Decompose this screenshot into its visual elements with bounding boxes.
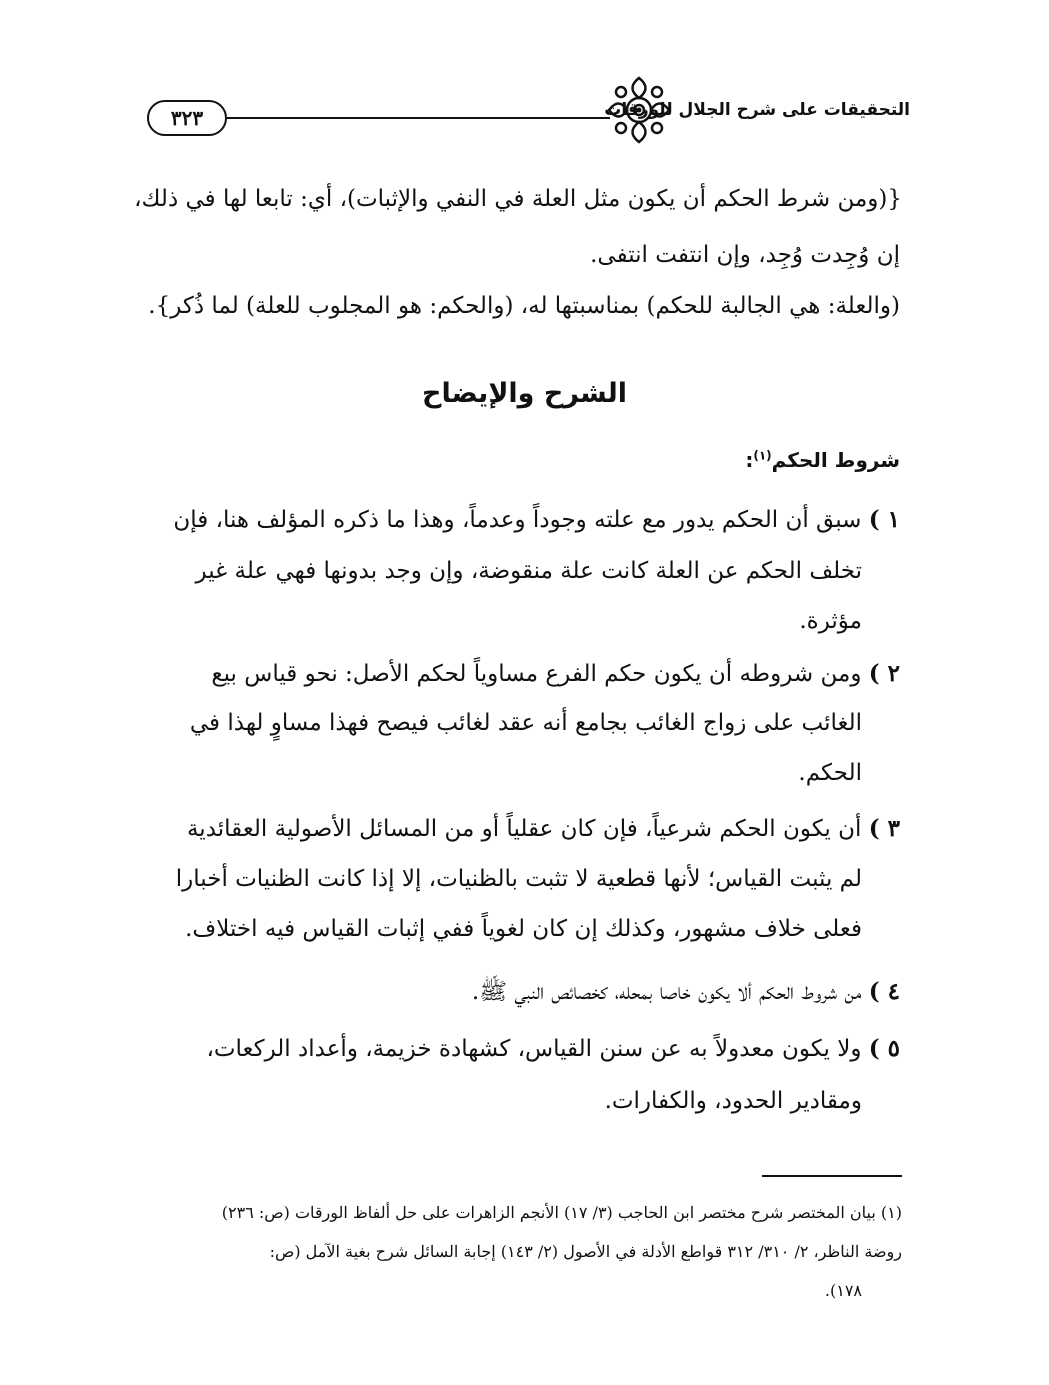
list-item-text: أن يكون الحكم شرعياً، فإن كان عقلياً أو من المسائل الأصولية العقائدية — [186, 816, 862, 842]
footnote-reference: (١) — [753, 448, 772, 463]
subheading-text: شروط الحكم — [771, 448, 900, 472]
list-item-line — [206, 1037, 900, 1061]
list-item-number: ١ ) — [868, 506, 900, 533]
list-item-line — [173, 508, 900, 532]
list-item-line: الغائب على زواج الغائب بجامع أنه عقد لغائب فيصح فهذا مساوٍ لهذا في — [189, 710, 862, 736]
running-header-title: التحقيقات على شرح الجلال للورقات — [604, 100, 910, 120]
list-item-text: من شروط الحكم ألا يكون خاصا بمحله، كخصائص النبي ﷺ. — [471, 979, 862, 1005]
running-header — [0, 70, 1049, 160]
list-item-number: ٥ ) — [868, 1035, 900, 1062]
subheading — [745, 448, 900, 472]
footnote-rule — [762, 1175, 902, 1177]
list-item-text: سبق أن الحكم يدور مع علته وجوداً وعدماً، وهذا ما ذكره المؤلف هنا، فإن — [173, 507, 862, 533]
section-heading: الشرح والإيضاح — [421, 378, 627, 409]
footnote-line: روضة الناظر، ٢/ ٣١٠/ ٣١٢ قواطع الأدلة في الأصول (٢/ ١٤٣) إجابة السائل شرح بغية الآمل (ص: — [269, 1242, 902, 1261]
header-rule — [227, 117, 610, 119]
list-item-line: مؤثرة. — [799, 608, 862, 634]
matn-line: {(ومن شرط الحكم أن يكون مثل العلة في النفي والإثبات)، أي: تابعا لها في ذلك، — [134, 186, 902, 212]
footnote-line: (١) بيان المختصر شرح مختصر ابن الحاجب (٣/ ١٧) الأنجم الزاهرات على حل ألفاظ الورقات (ص: ٢٣٦) — [221, 1203, 902, 1222]
list-item-line: ومقادير الحدود، والكفارات. — [604, 1088, 862, 1114]
list-item-line — [472, 980, 900, 1004]
list-item-line: فعلى خلاف مشهور، وكذلك إن كان لغوياً ففي إثبات القياس فيه اختلاف. — [185, 916, 862, 942]
page-number: ٣٢٣ — [147, 100, 227, 136]
matn-line: (والعلة: هي الجالبة للحكم) بمناسبتها له، (والحكم: هو المجلوب للعلة) لما ذُكر}. — [148, 293, 900, 319]
list-item-line — [187, 817, 900, 841]
footnote-line: ١٧٨). — [824, 1281, 862, 1300]
list-item-text: ولا يكون معدولاً به عن سنن القياس، كشهادة خزيمة، وأعداد الركعات، — [206, 1036, 862, 1062]
subheading-colon: : — [745, 448, 754, 472]
matn-line: إن وُجِدت وُجِد، وإن انتفت انتفى. — [590, 242, 900, 268]
list-item-line — [211, 662, 900, 686]
list-item-line: تخلف الحكم عن العلة كانت علة منقوضة، وإن وجد بدونها فهي علة غير — [195, 558, 862, 584]
list-item-number: ٤ ) — [868, 978, 900, 1005]
list-item-number: ٢ ) — [868, 660, 900, 687]
list-item-text: ومن شروطه أن يكون حكم الفرع مساوياً لحكم الأصل: نحو قياس بيع — [211, 661, 862, 687]
list-item-line: لم يثبت القياس؛ لأنها قطعية لا تثبت بالظنيات، إلا إذا كانت الظنيات أخبارا — [175, 866, 862, 892]
list-item-number: ٣ ) — [868, 815, 900, 842]
list-item-line: الحكم. — [798, 760, 862, 786]
